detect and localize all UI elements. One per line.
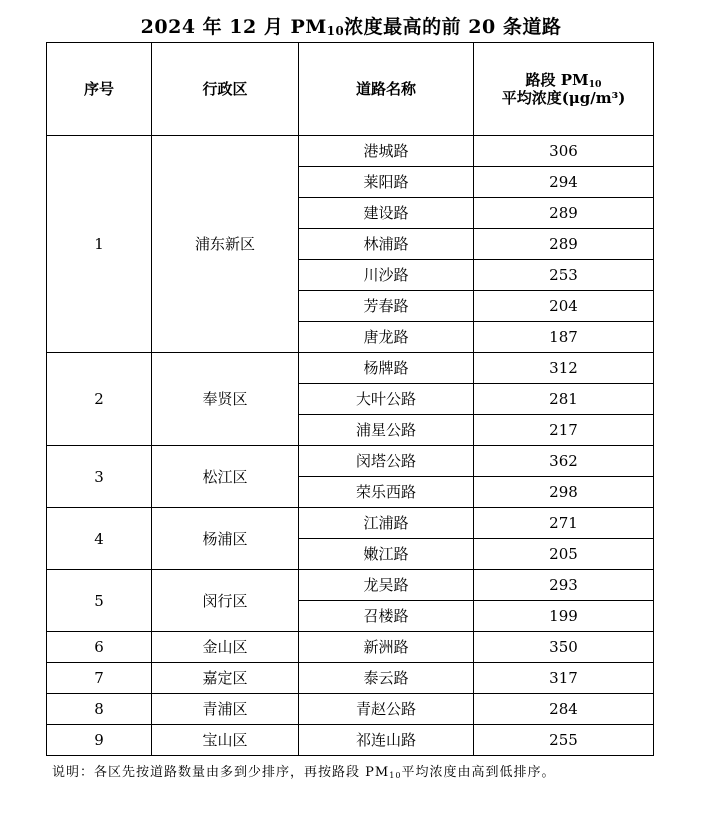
cell-pm10-value: 289 [474, 198, 654, 229]
cell-pm10-value: 281 [474, 384, 654, 415]
cell-seq: 4 [47, 508, 152, 570]
cell-road-name: 新洲路 [299, 632, 474, 663]
cell-seq: 8 [47, 694, 152, 725]
cell-road-name: 港城路 [299, 136, 474, 167]
cell-seq: 9 [47, 725, 152, 756]
cell-road-name: 青赵公路 [299, 694, 474, 725]
cell-road-name: 杨牌路 [299, 353, 474, 384]
table-body [47, 136, 654, 756]
header-seq: 序号 [47, 43, 152, 136]
header-conc-unit: 平均浓度(μg/m³) [501, 89, 626, 107]
cell-pm10-value: 271 [474, 508, 654, 539]
cell-pm10-value: 293 [474, 570, 654, 601]
cell-pm10-value: 255 [474, 725, 654, 756]
header-concentration [474, 43, 654, 136]
table-row [47, 725, 654, 756]
footnote-suffix: 平均浓度由高到低排序。 [401, 765, 556, 780]
cell-road-name: 闵塔公路 [299, 446, 474, 477]
title-subscript: 10 [326, 24, 345, 38]
cell-road-name: 江浦路 [299, 508, 474, 539]
cell-road-name: 浦星公路 [299, 415, 474, 446]
cell-seq: 2 [47, 353, 152, 446]
cell-district: 闵行区 [152, 570, 299, 632]
table-row [47, 446, 654, 477]
cell-pm10-value: 217 [474, 415, 654, 446]
footnote-prefix: 说明：各区先按道路数量由多到少排序，再按路段 PM [52, 765, 390, 780]
cell-district: 嘉定区 [152, 663, 299, 694]
cell-pm10-value: 253 [474, 260, 654, 291]
table-row [47, 694, 654, 725]
table-row [47, 508, 654, 539]
cell-district: 杨浦区 [152, 508, 299, 570]
cell-pm10-value: 187 [474, 322, 654, 353]
cell-pm10-value: 289 [474, 229, 654, 260]
title-prefix: 2024 年 12 月 PM [140, 16, 327, 38]
cell-pm10-value: 204 [474, 291, 654, 322]
cell-road-name: 龙吴路 [299, 570, 474, 601]
cell-pm10-value: 350 [474, 632, 654, 663]
cell-district: 金山区 [152, 632, 299, 663]
table-row [47, 353, 654, 384]
cell-seq: 7 [47, 663, 152, 694]
title-suffix: 浓度最高的前 20 条道路 [344, 16, 562, 38]
cell-pm10-value: 362 [474, 446, 654, 477]
cell-district: 宝山区 [152, 725, 299, 756]
cell-road-name: 芳春路 [299, 291, 474, 322]
pm10-road-table [46, 42, 654, 756]
cell-road-name: 嫩江路 [299, 539, 474, 570]
header-district: 行政区 [152, 43, 299, 136]
cell-pm10-value: 199 [474, 601, 654, 632]
cell-pm10-value: 298 [474, 477, 654, 508]
cell-pm10-value: 317 [474, 663, 654, 694]
table-row [47, 663, 654, 694]
cell-district: 青浦区 [152, 694, 299, 725]
cell-seq: 5 [47, 570, 152, 632]
header-conc-prefix: 路段 PM [525, 71, 589, 89]
cell-road-name: 大叶公路 [299, 384, 474, 415]
cell-road-name: 林浦路 [299, 229, 474, 260]
cell-pm10-value: 294 [474, 167, 654, 198]
page-title [0, 12, 702, 39]
cell-pm10-value: 205 [474, 539, 654, 570]
cell-pm10-value: 284 [474, 694, 654, 725]
cell-road-name: 祁连山路 [299, 725, 474, 756]
cell-road-name: 建设路 [299, 198, 474, 229]
cell-pm10-value: 312 [474, 353, 654, 384]
cell-seq: 3 [47, 446, 152, 508]
header-row [47, 43, 654, 136]
header-road: 道路名称 [299, 43, 474, 136]
footnote-subscript: 10 [389, 771, 402, 780]
cell-road-name: 唐龙路 [299, 322, 474, 353]
cell-pm10-value: 306 [474, 136, 654, 167]
cell-road-name: 召楼路 [299, 601, 474, 632]
table-row [47, 570, 654, 601]
cell-road-name: 荣乐西路 [299, 477, 474, 508]
table-row [47, 136, 654, 167]
cell-district: 奉贤区 [152, 353, 299, 446]
cell-district: 浦东新区 [152, 136, 299, 353]
cell-seq: 1 [47, 136, 152, 353]
cell-road-name: 泰云路 [299, 663, 474, 694]
footnote [52, 761, 555, 780]
cell-seq: 6 [47, 632, 152, 663]
header-conc-subscript: 10 [588, 79, 602, 90]
table-row [47, 632, 654, 663]
cell-district: 松江区 [152, 446, 299, 508]
cell-road-name: 莱阳路 [299, 167, 474, 198]
cell-road-name: 川沙路 [299, 260, 474, 291]
